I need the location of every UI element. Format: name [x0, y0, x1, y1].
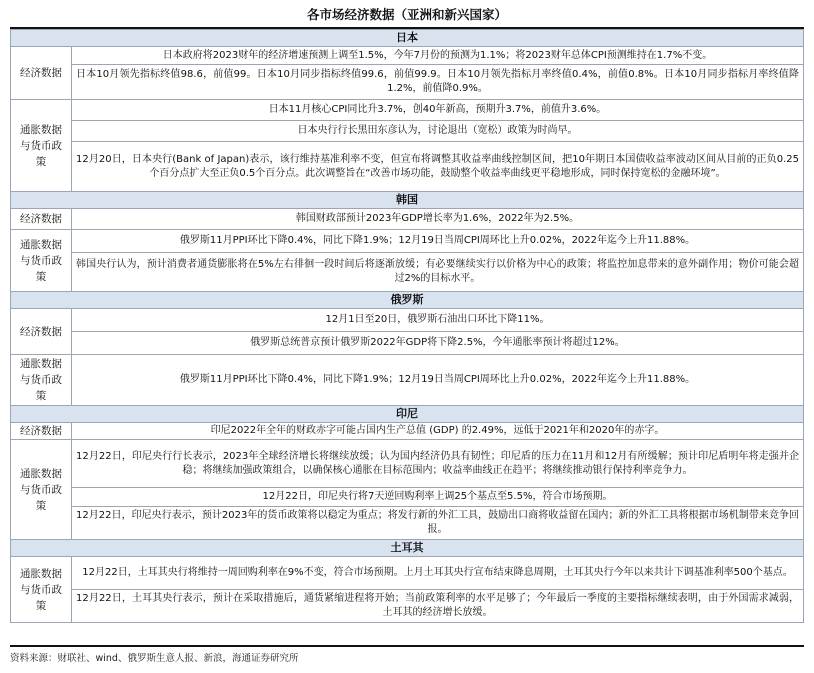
table-row: [11, 230, 804, 253]
section-header-russia: [11, 292, 804, 309]
table-cell: 俄罗斯总统普京预计俄罗斯2022年GDP将下降2.5%，今年通胀率预计将超过12%。: [72, 332, 804, 355]
table-row: [11, 309, 804, 332]
table-row: [11, 507, 804, 540]
table-row: [11, 590, 804, 623]
table-row: [11, 355, 804, 406]
section-header-turkey: [11, 540, 804, 557]
table-cell: 日本政府将2023财年的经济增速预测上调至1.5%，今年7月份的预测为1.1%；将2023财年总体CPI预测维持在1.7%不变。: [72, 47, 804, 65]
table-row: [11, 440, 804, 488]
section-title: 日本: [11, 30, 804, 47]
table-row: [11, 209, 804, 230]
section-title: 韩国: [11, 192, 804, 209]
section-header-japan: [11, 30, 804, 47]
table-row: [11, 121, 804, 142]
source-note: 资料来源：财联社、wind、俄罗斯生意人报、新浪，海通证券研究所: [10, 653, 299, 664]
table-cell: 俄罗斯11月PPI环比下降0.4%，同比下降1.9%；12月19日当周CPI周环比上升0.02%，2022年迄今上升11.88%。: [72, 230, 804, 253]
table-row: [11, 332, 804, 355]
table-row: [11, 253, 804, 292]
table-cell: 日本10月领先指标终值98.6，前值99。日本10月同步指标终值99.6，前值99.9。日本10月领先指标月率终值0.4%，前值0.8%。日本10月同步指标月率终值降1.2%，前值降0.9%。: [72, 65, 804, 100]
table-cell: 12月22日，土耳其央行将维持一周回购利率在9%不变，符合市场预期。上月土耳其央行宣布结束降息周期，土耳其央行今年以来共计下调基准利率500个基点。: [72, 557, 804, 590]
table-cell: 12月1日至20日，俄罗斯石油出口环比下降11%。: [72, 309, 804, 332]
table-row: [11, 100, 804, 121]
row-label-inflation-policy: 通胀数据与货币政策: [11, 557, 72, 623]
row-label-inflation-policy: 通胀数据与货币政策: [11, 230, 72, 292]
table-cell: 12月22日，印尼央行行长表示，2023年全球经济增长将继续放缓；认为国内经济仍具有韧性；印尼盾的压力在11月和12月有所缓解；预计印尼盾明年将走强并企稳；将继续加强政策组合，以确保核心通胀在目标范围内；收益率曲线正在趋平；将继续推动银行保持利率竞争力。: [72, 440, 804, 488]
section-header-korea: [11, 192, 804, 209]
row-label-economic-data: 经济数据: [11, 309, 72, 355]
row-label-economic-data: 经济数据: [11, 423, 72, 440]
table-row: [11, 47, 804, 65]
table-cell: 印尼2022年全年的财政赤字可能占国内生产总值 (GDP) 的2.49%，远低于2021年和2020年的赤字。: [72, 423, 804, 440]
table-cell: 日本11月核心CPI同比升3.7%，创40年新高，预期升3.7%，前值升3.6%。: [72, 100, 804, 121]
table-cell: 韩国财政部预计2023年GDP增长率为1.6%，2022年为2.5%。: [72, 209, 804, 230]
section-title: 印尼: [11, 406, 804, 423]
table-row: [11, 488, 804, 507]
row-label-inflation-policy: 通胀数据与货币政策: [11, 440, 72, 540]
row-label-inflation-policy: 通胀数据与货币政策: [11, 355, 72, 406]
table-cell: 12月20日，日本央行(Bank of Japan)表示，该行维持基准利率不变，但宣布将调整其收益率曲线控制区间，把10年期日本国债收益率波动区间从目前的正负0.25个百分点扩大至正负0.5个百分点。此次调整旨在“改善市场功能，鼓励整个收益率曲线更平稳地形成，同时保持宽松的金融环境”。: [72, 142, 804, 192]
table-cell: 12月22日，印尼央行将7天逆回购利率上调25个基点至5.5%，符合市场预期。: [72, 488, 804, 507]
table-cell: 俄罗斯11月PPI环比下降0.4%，同比下降1.9%；12月19日当周CPI周环比上升0.02%，2022年迄今上升11.88%。: [72, 355, 804, 406]
page-title: 各市场经济数据（亚洲和新兴国家）: [306, 7, 507, 22]
section-header-indonesia: [11, 406, 804, 423]
row-label-economic-data: 经济数据: [11, 209, 72, 230]
table-row: [11, 142, 804, 192]
table-cell: 日本央行行长黑田东彦认为，讨论退出（宽松）政策为时尚早。: [72, 121, 804, 142]
table-row: [11, 423, 804, 440]
row-label-inflation-policy: 通胀数据与货币政策: [11, 100, 72, 192]
section-title: 俄罗斯: [11, 292, 804, 309]
bottom-rule: [10, 645, 804, 647]
table-row: [11, 65, 804, 100]
economic-data-table: [10, 29, 804, 623]
section-title: 土耳其: [11, 540, 804, 557]
table-cell: 12月22日，印尼央行表示，预计2023年的货币政策将以稳定为重点；将发行新的外汇工具，鼓励出口商将收益留在国内；新的外汇工具将根据市场机制带来竞争回报。: [72, 507, 804, 540]
table-row: [11, 557, 804, 590]
row-label-economic-data: 经济数据: [11, 47, 72, 100]
table-cell: 12月22日，土耳其央行表示，预计在采取措施后，通货紧缩进程将开始；当前政策利率的水平足够了；今年最后一季度的主要指标继续表明，由于外国需求减弱，土耳其的经济增长放缓。: [72, 590, 804, 623]
table-cell: 韩国央行认为，预计消费者通货膨胀将在5%左右徘徊一段时间后将逐渐放缓；有必要继续实行以价格为中心的政策；将监控加息带来的意外副作用；物价可能会超过2%的目标水平。: [72, 253, 804, 292]
